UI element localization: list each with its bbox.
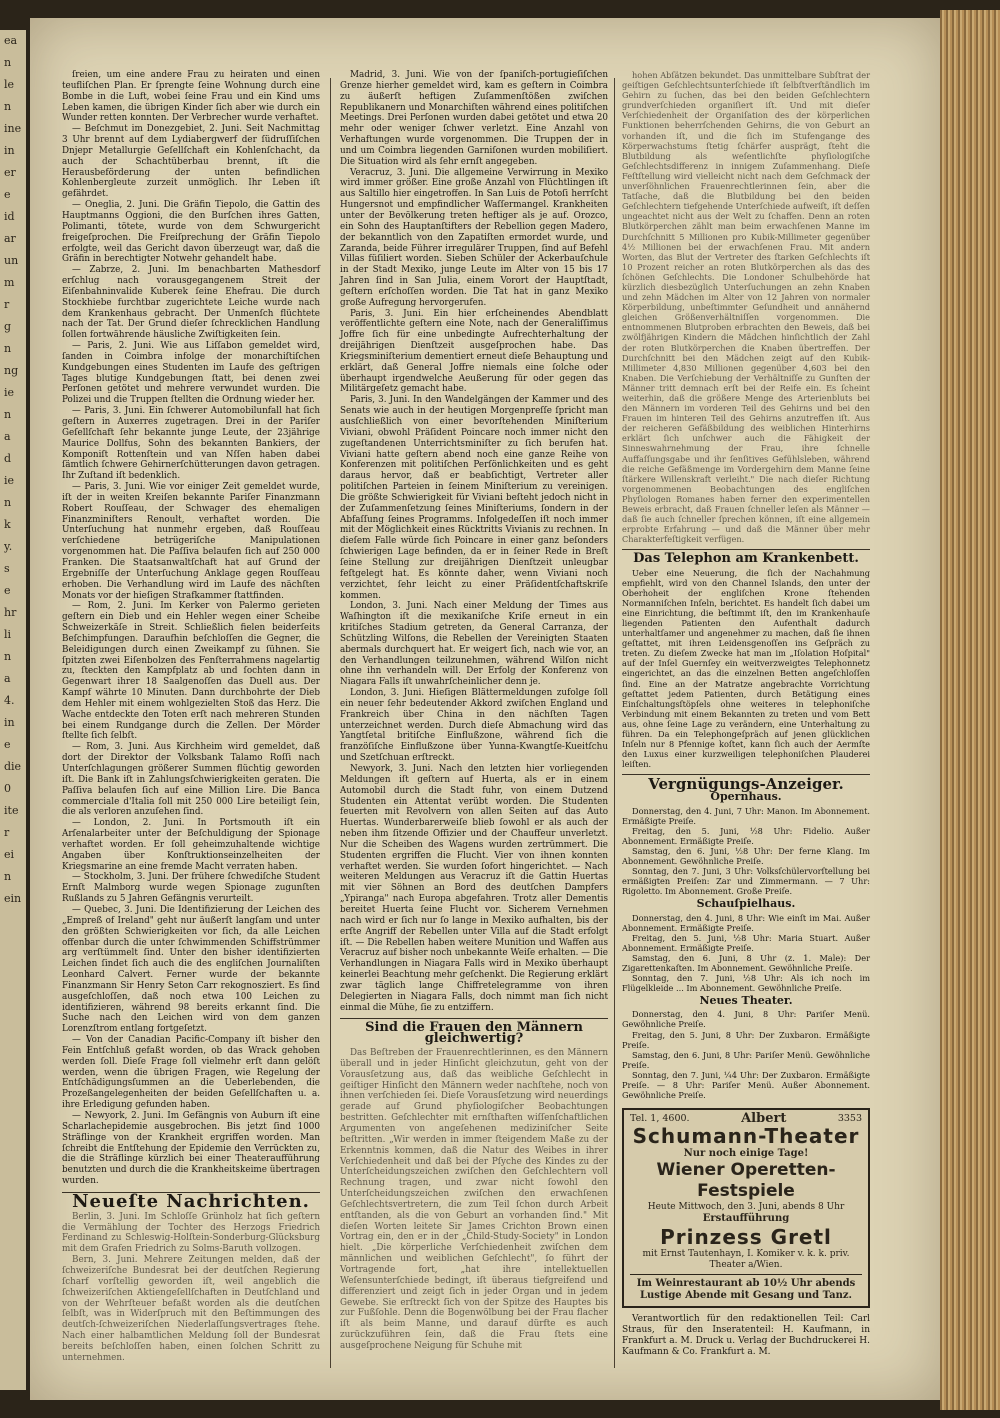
article-paragraph: Madrid, 3. Juni. Wie von der ſpaniſch-portugieſiſchen Grenze hierher gemeldet wird, kam es geſtern in Coimbra zu äußerſt heftigen Zuſammenſtößen zwiſchen Republikanern und Monarchiſten während eines politiſchen Meetings. Drei Perſonen wurden dabei getötet und etwa 20 mehr oder weniger ſchwer verletzt. Eine Anzahl von Verhaftungen wurde vorgenommen. Die Truppen der in und um Coimbra liegenden Garniſonen wurden mobiliſiert. Die Situation wird als ſehr ernſt angegeben. xyxy=(340,70,608,167)
listing-entry: Freitag, den 5. Juni, ½8 Uhr: Fidelio. Außer Abonnement. Ermäßigte Preiſe. xyxy=(622,825,870,846)
divider xyxy=(340,1018,608,1019)
venue-title: Opernhaus. xyxy=(710,790,782,804)
strip-fragment: die xyxy=(4,760,22,773)
article-paragraph: — Paris, 3. Juni. Wie vor einiger Zeit gemeldet wurde, iſt der in weiten Kreiſen bekannte Pariſer Finanzmann Robert Rouſſeau, der Schwager des ehemaligen Finanzminiſters Renoult, verhaftet worden. Die Unterſuchung hat nunmehr ergeben, daß Rouſſeau verſchiedene betrügeriſche Manipulationen vorgenommen hat. Die Paſſiva belaufen ſich auf 250 000 Franken. Die Staatsanwaltſchaft hat auf Grund der Ergebniſſe der Unterſuchung Anklage gegen Rouſſeau erhoben. Die Verhandlung wird im Laufe des nächſten Monats vor der hieſigen Strafkammer ſtattfinden. xyxy=(62,482,320,601)
ad-restaurant: Im Weinrestaurant ab 10½ Uhr abends xyxy=(636,1278,856,1290)
strip-fragment: r xyxy=(4,298,10,311)
book-fore-edge xyxy=(940,10,1000,1410)
listing-entry: Freitag, den 5. Juni, ½8 Uhr: Maria Stuart. Außer Abonnement. Ermäßigte Preiſe. xyxy=(622,932,870,953)
article-paragraph: Das Beſtreben der Frauenrechtlerinnen, es den Männern überall und in jeder Hinſicht gleichzutun, geht von der Vorausſetzung aus, daß das weibliche Geſchlecht in geiſtiger Hinſicht den Männern weder nachſtehe, noch von ihnen verſchieden ſei. Dieſe Vorausſetzung wird neuerdings gerade auf Grund phyſiologiſcher Beobachtungen bestritten. Geſchlechter mit ernſthaften wiſſenſchaftlichen Argumenten von angeſehenen mediziniſcher Seite beſtritten. „Wir werden in immer ſteigendem Maße zu der Erkenntnis kommen, daß die Natur des Weibes in ihrer Verſchiedenheit und daß bei der Pſyche des Kindes zu der Unterſcheidungszeichen zwiſchen den Geſchlechtern voll Rechnung tragen, und zwar nicht ſowohl den Unterſcheidungszeichen zwiſchen den erwachſenen Geſchlechtsvertretern, die zum Teil ſchon durch Arbeit entſtanden, als die von Geburt an vorhanden ſind." Mit dieſen Worten leitete Sir James Crichton Brown einen Vortrag ein, den er in der „Child-Study-Society" in London hielt. „Die körperliche Verſchiedenheit zwiſchen dem männlichen und weiblichen Geſchlecht", ſo führt der Vortragende fort, „hat ihre intellektuellen Weſensunterſchiede bedingt, iſt überaus tiefgreifend und differenziert und zeigt ſich in jeder Organ und in jedem Gewebe. Sie erſtreckt ſich von der Spitze des Hauptes bis zur Fußſohle. Denn die Bogenwölbung bei der Frau flacher iſt als beim Manne, und darauf dürfte es auch zurückzuführen ſein, daß die Frau ſtets eine ausgeſprochene Neigung für Schuhe mit xyxy=(340,1048,608,1351)
ad-theatre-name: Schumann-Theater xyxy=(632,1124,860,1149)
ad-premiere: Erstaufführung xyxy=(702,1213,790,1225)
listing-entry: Samstag, den 6. Juni, 8 Uhr (z. 1. Male): Der Zigarettenkaſten. Im Abonnement. Gewöhnliche Preiſe. xyxy=(622,952,870,973)
column-3 xyxy=(622,70,870,1358)
article-paragraph: — Oneglia, 2. Juni. Die Gräfin Tiepolo, die Gattin des Hauptmanns Oggioni, die den Burſchen ihres Gatten, Polimanti, tötete, wurde von dem Schwurgericht freigeſprochen. Die Freiſprechung der Gräfin Tiepolo erfolgte, weil das Gericht davon überzeugt war, daß die Gräfin in berechtigter Notwehr gehandelt habe. xyxy=(62,200,320,265)
strip-fragment: g xyxy=(4,320,12,333)
strip-fragment: ar xyxy=(4,232,16,245)
article-paragraph: Paris, 3. Juni. Ein hier erſcheinendes Abendblatt veröffentlichte geſtern eine Note, nach der Generaliſſimus Joffre ſich für eine unbedingte Aufrechterhaltung der dreijährigen Dienſtzeit ausgeſprochen habe. Das Kriegsminiſterium dementiert erneut dieſe Behauptung und erklärt, daß General Joffre niemals eine ſolche oder überhaupt irgendwelche Aeußerung für oder gegen das Militärgeſetz gemacht habe. xyxy=(340,308,608,395)
listing-entry: Samstag, den 6. Juni, ½8 Uhr: Der ferne Klang. Im Abonnement. Gewöhnliche Preiſe. xyxy=(622,845,870,867)
ad-header xyxy=(630,1111,862,1127)
strip-fragment: n xyxy=(4,650,12,663)
strip-fragment: in xyxy=(4,716,15,729)
article-paragraph: Paris, 3. Juni. In den Wandelgängen der Kammer und des Senats wie auch in der heutigen Morgenpreſſe ſpricht man ausſchließlich von einer bevorſtehenden Miniſterium Viviani, obwohl Präſident Poincare noch immer nicht den zugeſtandenen Unterrichtsminiſter zu ſich berufen hat. Viviani hatte geſtern abend noch eine ganze Reihe von Konferenzen mit politiſchen Perſönlichkeiten und es geht daraus hervor, daß er beabſichtigt, Vertreter aller politiſchen Parteien in ſeinem Miniſterium zu vereinigen. Die größte Schwierigkeit für Viviani beſteht jedoch nicht in der Zuſammenſetzung ſeines Miniſteriums, ſondern in der Abfaſſung ſeines Programms. Infolgedeſſen iſt noch immer mit der Möglichkeit eines Rücktritts Vivianis zu rechnen. In dieſem Falle würde ſich Poincare in einer ganz beſonders ſchwierigen Lage befinden, da er in ſeiner Rede in Breſt ſeine Stellung zur dreijährigen Dienſtzeit unleugbar feſtgelegt hat. Es könnte daher, wenn Viviani noch verzichtet, ſehr leicht zu einer Präſidentſchaftskriſe kommen. xyxy=(340,395,608,601)
strip-fragment: id xyxy=(4,210,15,223)
ad-number: 3353 xyxy=(837,1113,862,1125)
column-rule xyxy=(330,78,331,1368)
article-paragraph: — Paris, 3. Juni. Ein ſchwerer Automobilunfall hat ſich geſtern in Auxerres zugetragen. Drei in der Pariſer Geſellſchaft ſehr bekannte junge Leute, der 23jährige Maurice Dollfus, Sohn des bekannten Bankiers, der Komponiſt Rottenſtein und van Nſſen haben dabei ſämtlich ſchwere Gehirnerſchütterungen davon getragen. Ihr Zuſtand iſt bedenklich. xyxy=(62,406,320,482)
article-paragraph: London, 3. Juni. Nach einer Meldung der Times aus Waſhington iſt die mexikaniſche Kriſe erneut in ein kritiſches Stadium getreten, da General Carranza, der Schützling Wilſons, die Rebellen der Vereinigten Staaten abermals durchquert hat. Er weigert ſich, nach wie vor, an den Verhandlungen teilzunehmen, während Wilſon nicht ohne ihn verhandeln will. Der Erfolg der Konferenz von Niagara Falls iſt unwahrſcheinlicher denn je. xyxy=(340,601,608,688)
listing-entry: Donnerstag, den 4. Juni, 8 Uhr: Wie einſt im Mai. Außer Abonnement. Ermäßigte Preiſe. xyxy=(622,912,870,933)
article-headline: Das Telephon am Krankenbett. xyxy=(633,551,859,567)
article-paragraph: ſreien, um eine andere Frau zu heiraten und einen teufliſchen Plan. Er ſprengte ſeine Wohnung durch eine Bombe in die Luft, wobei ſeine Frau und ein Kind ums Leben kamen, die übrigen Kinder ſich aber wie durch ein Wunder retten konnten. Der Verbrecher wurde verhaftet. xyxy=(62,70,320,124)
venue-title: Schauſpielhaus. xyxy=(696,897,796,911)
article-paragraph: — Beſchmut im Donezgebiet, 2. Juni. Seit Nachmittag 3 Uhr brennt auf dem Lydiabergwerf der ſüdruſſiſchen Dnjepr Metallurgie Geſellſchaft ein Kohlenſchacht, da auch der Schachtüberbau brennt, iſt die Herausbeförderung der unten befindlichen Kohlenbergleute zurzeit unmöglich. Ihr Leben iſt gefährdet. xyxy=(62,124,320,200)
strip-fragment: n xyxy=(4,342,12,355)
previous-page-strip xyxy=(0,30,26,1390)
article-paragraph: Berlin, 3. Juni. Im Schloſſe Grünholz hat ſich geſtern die Vermählung der Tochter des Herzogs Friedrich Ferdinand zu Schleswig-Holſtein-Sonderburg-Glücksburg mit dem Grafen Friedrich zu Solms-Baruth vollzogen. xyxy=(62,1211,320,1255)
listing-entry: Freitag, den 5. Juni, 8 Uhr: Der Zuxbaron. Ermäßigte Preiſe. xyxy=(622,1029,870,1050)
article-paragraph: London, 3. Juni. Hieſigen Blättermeldungen zufolge ſoll ein neuer ſehr bedeutender Akkord zwiſchen England und Frankreich über China in den nächſten Tagen unterzeichnet werden. Durch dieſe Abmachung wird das Yangtſetal britiſche Einflußzone, während ſich die franzöſiſche Einflußzone über Yunna-Kwangtſe-Kueitſchu und Szetſchuan erſtreckt. xyxy=(340,688,608,764)
neues-theater-listings xyxy=(622,1009,870,1100)
column-1 xyxy=(62,70,320,1364)
ad-albert: Albert xyxy=(741,1111,787,1127)
strip-fragment: a xyxy=(4,672,11,685)
schumann-theater-advert xyxy=(622,1108,870,1308)
listing-entry: Sonntag, den 7. Juni, 3 Uhr: Volksſchülervorſtellung bei ermäßigten Preiſen: Zar und Zimmermann. — 7 Uhr: Rigoletto. Im Abonnement. Große Preiſe. xyxy=(622,866,870,897)
article-paragraph: — Rom, 2. Juni. Im Kerker von Palermo gerieten geſtern ein Dieb und ein Hehler wegen einer Scheibe Schweizerkäſe in Streit. Schließlich fielen beiderſeits Beſchimpfungen. Daraufhin beſchloſſen die Gegner, die Beleidigungen durch einen Zweikampf zu ſühnen. Sie ſpitzten zwei Eiſenbolzen des Fenſterrahmens nagelartig zu, ſteckten den Kampfplatz ab und ſochten dann in Gegenwart ihrer 18 Saalgenoſſen das Duell aus. Der Kampf währte 10 Minuten. Dann durchbohrte der Dieb dem Hehler mit einem wohlgezielten Stoß das Herz. Die Wache entdeckte den Toten erſt nach mehreren Stunden bei einem Rundgange durch die Zellen. Der Mörder ſtellte ſich ſelbſt. xyxy=(62,601,320,742)
article-paragraph: — London, 2. Juni. In Portsmouth iſt ein Arſenalarbeiter unter der Beſchuldigung der Spionage verhaftet worden. Er ſoll geheimzuhaltende wichtige Angaben über Konſtruktionseinzelheiten der Kriegsmarine an eine fremde Macht verraten haben. xyxy=(62,818,320,872)
strip-fragment: li xyxy=(4,628,12,641)
column-rule xyxy=(614,78,615,1368)
article-paragraph: — Newyork, 2. Juni. Im Gefängnis von Auburn iſt eine Scharlachepidemie ausgebrochen. Bis jetzt ſind 1000 Sträflinge von der Krankheit ergriffen worden. Man ſchreibt die Entſtehung der Epidemie den Verrückten zu, die die Sträflinge kürzlich bei einer Theateraufführung benutzten und durch die die Krankheitskeime übertragen wurden. xyxy=(62,1111,320,1187)
strip-fragment: n xyxy=(4,870,12,883)
section-title-latest-news: Neueſte Nachrichten. xyxy=(72,1190,310,1212)
ad-festival: Wiener Operetten-Festspiele xyxy=(656,1160,836,1202)
ad-only-days: Nur noch einige Tage! xyxy=(683,1148,809,1160)
listing-entry: Donnerstag, den 4. Juni, 8 Uhr: Pariſer Menü. Gewöhnliche Preiſe. xyxy=(622,1009,870,1030)
strip-fragment: ine xyxy=(4,122,22,135)
article-paragraph: — Zabrze, 2. Juni. Im benachbarten Mathesdorf erſchlug nach vorausgegangenem Streit der Eiſenbahninvalide Kuberek ſeine Ehefrau. Die durch Stockhiebe furchtbar zugerichtete Leiche wurde nach dem Krankenhaus gebracht. Der Unmenſch flüchtete nach der Tat. Der Grund dieſer ſchrecklichen Handlung ſollen fortwährende häusliche Zwiſtigkeiten ſein. xyxy=(62,265,320,341)
strip-fragment: d xyxy=(4,452,12,465)
article-paragraph: — Rom, 3. Juni. Aus Kirchheim wird gemeldet, daß dort der Direktor der Volksbank Talamo Roſſi nach Unterſchlagungen größerer Summen flüchtig geworden iſt. Die Bank iſt in Zahlungsſchwierigkeiten geraten. Die Paſſiva belaufen ſich auf eine Million Lire. Die Banca commerciale d'Italia ſoll mit 250 000 Lire beteiligt ſein, die als verloren anzuſehen ſind. xyxy=(62,742,320,818)
strip-fragment: in xyxy=(4,144,15,157)
strip-fragment: ie xyxy=(4,386,15,399)
strip-fragment: ein xyxy=(4,892,22,905)
strip-fragment: 4. xyxy=(4,694,15,707)
listing-entry: Samstag, den 6. Juni, 8 Uhr: Pariſer Menü. Gewöhnliche Preiſe. xyxy=(622,1049,870,1070)
strip-fragment: s xyxy=(4,562,10,575)
opera-listings xyxy=(622,806,870,897)
article-paragraph: — Stockholm, 3. Juni. Der frühere ſchwediſche Student Ernſt Malmborg wurde wegen Spionage zugunſten Rußlands zu 5 Jahren Gefängnis verurteilt. xyxy=(62,872,320,905)
strip-fragment: ei xyxy=(4,848,15,861)
strip-fragment: e xyxy=(4,738,11,751)
strip-fragment: le xyxy=(4,78,15,91)
strip-fragment: n xyxy=(4,496,12,509)
listing-entry: Sonntag, den 7. Juni, ¼4 Uhr: Der Zuxbaron. Ermäßigte Preiſe. — 8 Uhr: Pariſer Menü. Außer Abonnement. Gewöhnliche Preiſe. xyxy=(622,1069,870,1101)
article-paragraph: hohen Abſätzen bekundet. Das unmittelbare Subſtrat der geiſtigen Geſchlechtsunterſchiede iſt ſelbſtverſtändlich im Gehirn zu ſuchen, das bei den beiden Geſchlechtern grundverſchieden organiſiert iſt. Und mit dieſer Verſchiedenheit der Organiſation des der körperlichen Funktionen beherrſchenden Gehirns, die von Geburt an vorhanden iſt, und die ſich im Stufengange des Körperwachstums ſtetig ſchärfer ausprägt, ſteht die Blutbildung als weſentlichſte phyſiologiſche Geſchlechtsdifferenz in innigem Zuſammenhang. Dieſe Feſtſtellung wird vielleicht nicht nach dem Geſchmack der unverſöhnlichen Frauenrechtlerinnen ſein, aber die Tatſache, daß die Blutbildung bei den beiden Geſchlechtern tiefgehende Unterſchiede aufweiſt, iſt deſſen ungeachtet nicht aus der Welt zu ſchaffen. Denn an roten Blutkörperchen zählt man beim erwachſenen Manne im Durchſchnitt 5 Millionen pro Kubik-Millimeter gegenüber 4½ Millionen bei der erwachſenen Frau. Mit andern Worten, das Blut der Vertreter des ſtarken Geſchlechts iſt 10 Prozent reicher an roten Blutkörperchen als das des ſchönen Geſchlechts. Die Londoner Schulbehörde hat kürzlich diesbezüglich Unterſuchungen an zehn Knaben und zehn Mädchen im Alter von 12 Jahren von normaler Körperbildung, unbeſtimmter Geſundheit und annähernd gleichen Größenverhältniſſen vorgenommen. Die entnommenen Blutproben erbrachten den Beweis, daß bei zwölfjährigen Kindern die Mädchen hinſichtlich der Zahl der roten Blutkörperchen die Knaben übertreffen. Der Durchſchnitt bei den Mädchen zeigt auf den Kubik-Millimeter 4,830 Millionen gegenüber 4,603 bei den Knaben. Die Verſchiebung der Verhältniſſe zu Gunſten der Männer tritt demnach erſt bei der Reife ein. Es ſcheint weiterhin, daß die größere Menge des Arterienbluts bei den Männern im vorderen Teil des Gehirns und bei den Frauen im hinteren Teil des Gehirns anzutreffen iſt. Aus der reicheren Gefäßbildung des weiblichen Hinterhirns erklärt ſich unſchwer auch die Fähigkeit der Sinneswahrnehmung der Frau, ihre ſchnelle Auffaſſungsgabe und ihr ſenſitives Gefühlsleben, während die reiche Gefäßmenge im Vordergehirn dem Manne ſeine ſtärkere Willenskraft verleiht." Die nach dieſer Richtung vorgenommenen Beobachtungen des engliſchen Phyſiologen Romanes haben ferner den experimentellen Beweis erbracht, daß Frauen ſchneller leſen als Männer — daß ſie auch ſchneller ſprechen können, iſt eine allgemein erprobte Erfahrung — und daß die Männer über mehr Charakterfeſtigkeit verfügen. xyxy=(622,70,870,545)
divider xyxy=(622,549,870,550)
column-2 xyxy=(340,70,608,1352)
strip-fragment: hr xyxy=(4,606,17,619)
entertainment-title: Vergnügungs-Anzeiger. xyxy=(648,775,844,794)
article-paragraph: Bern, 3. Juni. Mehrere Zeitungen melden, daß der ſchweizeriſche Bundesrat bei der deutſchen Regierung ſcharf vorſtellig geworden iſt, weil angeblich die ſchweizeriſchen Aktiengeſellſchaften in Deutſchland und von der Wehrſteuer befaßt worden als die deutſchen ſelbſt, was in Widerſpruch mit den Beſtimmungen des deutſch-ſchweizeriſchen Niederlaſſungsvertrages ſtehe. Nach einer halbamtlichen Meldung ſoll der Bundesrat bereits beſchloſſen haben, einen ſolchen Schritt zu unternehmen. xyxy=(62,1255,320,1363)
imprint: Verantwortlich für den redaktionellen Teil: Carl Straus, für den Inseratenteil: H. Kaufmann, in Frankfurt a. M. Druck u. Verlag der Buchdruckerei H. Kaufmann & Co. Frankfurt a. M. xyxy=(622,1314,870,1358)
listing-entry: Donnerstag, den 4. Juni, 7 Uhr: Manon. Im Abonnement. Ermäßigte Preiſe. xyxy=(622,805,870,826)
venue-title: Neues Theater. xyxy=(699,994,793,1008)
strip-fragment: k xyxy=(4,518,11,531)
strip-fragment: ea xyxy=(4,34,18,47)
strip-fragment: ite xyxy=(4,804,19,817)
strip-fragment: n xyxy=(4,100,12,113)
ad-play-title: Prinzess Gretl xyxy=(660,1225,832,1250)
ad-cast: mit Ernst Tautenhayn, I. Komiker v. k. k. priv. Theater a/Wien. xyxy=(642,1249,850,1271)
article-paragraph: Veracruz, 3. Juni. Die allgemeine Verwirrung in Mexiko wird immer größer. Eine große Anzahl von Flüchtlingen iſt aus Saltillo hier eingetroffen. In San Luis de Potoſi herrſcht Hungersnot und empfindlicher Waſſermangel. Krankheiten unter der Bevölkerung treten heftiger als je auf. Orozco, ein Sohn des Hauptanſtifters der Rebellion gegen Madero, der bekanntlich von den Zapatiſten ermordet wurde, und Zaranda, beide Führer irregulärer Truppen, ſind auf Befehl Villas füſiliert worden. Sieben Schüler der Ackerbauſchule in der Stadt Mexiko, junge Leute im Alter von 15 bis 17 Jahren ſind in San Julia, einem Vorort der Hauptſtadt, geſtern erſchoſſen worden. Die Tat hat in ganz Mexiko große Aufregung hervorgerufen. xyxy=(340,167,608,308)
strip-fragment: e xyxy=(4,188,11,201)
strip-fragment: ie xyxy=(4,474,15,487)
article-headline: Sind die Frauen den Männern gleichwertig? xyxy=(365,1020,583,1047)
theatre-listings xyxy=(622,913,870,994)
article-paragraph: — Paris, 2. Juni. Wie aus Liſſabon gemeldet wird, ſanden in Coimbra infolge der monarchiſtiſchen Kundgebungen eines Studenten im Laufe des geſtrigen Tages blutige Kundgebungen ſtatt, bei denen zwei Perſonen getötet und mehrere verwundet wurden. Die Polizei und die Truppen ſtellten die Ordnung wieder her. xyxy=(62,341,320,406)
ad-evenings: Lustige Abende mit Gesang und Tanz. xyxy=(639,1290,853,1302)
strip-fragment: er xyxy=(4,166,16,179)
strip-fragment: ng xyxy=(4,364,19,377)
article-paragraph: — Von der Canadian Pacific-Company iſt bisher den Fein Entſchluß gefaßt worden, ob das Wrack gehoben werden ſoll. Dieſe Frage ſoll vielmehr erſt dann gelöſt werden, wenn die übrigen Fragen, wie Regelung der Entſchädigungsſummen an die Ueberlebenden, die Prozeßangelegenheiten der beiden Geſellſchaften u. a. ihre Erledigung gefunden haben. xyxy=(62,1035,320,1111)
ad-telephone: Tel. 1, 4600. xyxy=(630,1113,690,1125)
strip-fragment: a xyxy=(4,430,11,443)
article-paragraph: — Quebec, 3. Juni. Die Identifizierung der Leichen des „Empreß of Ireland" geht nur äußerſt langſam und unter den größten Schwierigkeiten vor ſich, da alle Leichen offenbar durch die unter ſchwimmenden Schiffstrümmer arg verſtümmelt ſind. Unter den bisher identifizierten Leichen ſindet ſich auch die des engliſchen Journaliſten Leonhard Calvert. Ferner wurde der bekannte Finanzmann Sir Henry Seton Carr rekognosziert. Es ſind ausgeſchloſſen, daß noch etwa 100 Leichen zu identifizieren, während 98 bereits erkannt ſind. Die Suche nach den Leichen wird von dem ganzen Lorenzſtrom entlang fortgeſetzt. xyxy=(62,904,320,1035)
strip-fragment: n xyxy=(4,408,12,421)
strip-fragment: y. xyxy=(4,540,13,553)
strip-fragment: r xyxy=(4,826,10,839)
ad-today: Heute Mittwoch, den 3. Juni, abends 8 Uhr xyxy=(647,1202,845,1213)
listing-entry: Sonntag, den 7. Juni, ½8 Uhr: Als ich noch im Flügelkleide ... Im Abonnement. Gewöhnliche Preiſe. xyxy=(622,973,870,994)
strip-fragment: un xyxy=(4,254,19,267)
strip-fragment: n xyxy=(4,56,12,69)
article-paragraph: Ueber eine Neuerung, die ſich der Nachahmung empfiehlt, wird von den Channel Islands, den unter der Oberhoheit der engliſchen Krone ſtehenden Normanniſchen Inſeln, berichtet. Es handelt ſich dabei um eine Einrichtung, die beſtimmt iſt, den im Krankenhauſe liegenden Patienten den Aufenthalt dadurch unterhaltſamer und angenehmer zu machen, daß ſie ihnen geſtattet, mit ihren Leidensgenoſſen ins Geſpräch zu treten. Zu dieſem Zwecke hat man im „Iſolation Hoſpital" auf der Inſel Guernſey ein weitverzweigtes Telephonnetz eingerichtet, an das die einzelnen Betten angeſchloſſen ſind. Eine an der Matratze angebrachte Vorrichtung geſtattet jedem Patienten, durch Betätigung eines Einſchaltungsſtöpſels ohne weiteres in telephoniſche Verbindung mit einem Bekannten zu treten und vom Bett aus, ohne ſeine Lage zu verändern, eine Unterhaltung zu führen. Da ein Telephongeſpräch auf jenen glücklichen Inſeln nur 8 Pfennige koſtet, kann ſich auch der Aermſte den Luxus einer kurzweiligen telephoniſchen Plauderei leiſten. xyxy=(622,567,870,770)
ad-divider xyxy=(630,1274,862,1275)
strip-fragment: e xyxy=(4,584,11,597)
strip-fragment: m xyxy=(4,276,15,289)
article-paragraph: Newyork, 3. Juni. Nach den letzten hier vorliegenden Meldungen iſt geſtern auf Huerta, als er in einem Automobil durch die Stadt fuhr, von einem Dutzend Studenten ein Attentat verübt worden. Die Studenten feuerten mit Revolvern von allen Seiten auf das Auto Huertas. Wunderbarerweiſe blieb ſowohl er als auch der neben ihm ſitzende Offizier und der Chauffeur unverletzt. Nur die Scheiben des Wagens wurden zertrümmert. Die Studenten ergriffen die Flucht. Vier von ihnen konnten verhaftet werden. Sie wurden ſofort hingerichtet. — Nach weiteren Meldungen aus Veracruz iſt die Gattin Huertas mit vier Söhnen an Bord des deutſchen Dampfers „Ypiranga" nach Europa abgefahren. Trotz aller Dementis bereitet Huerta ſeine Flucht vor. Sicherem Vernehmen nach wird er ſich nur ſo lange in Mexiko aufhalten, bis der erſte Angriff der Rebellen unter Villa auf die Stadt erfolgt iſt. — Die Rebellen haben weitere Munition und Waffen aus Veracruz auf bisher noch unbekannte Weiſe erhalten. — Die Verhandlungen in Niagara Falls wird in Mexiko überhaupt keinerlei Beachtung mehr geſchenkt. Die Regierung erklärt zwar täglich lange Chiffretelegramme von ihren Delegierten in Niagara Falls, doch nimmt man ſich nicht einmal die Mühe, ſie zu entziffern. xyxy=(340,764,608,1013)
strip-fragment: 0 xyxy=(4,782,11,795)
